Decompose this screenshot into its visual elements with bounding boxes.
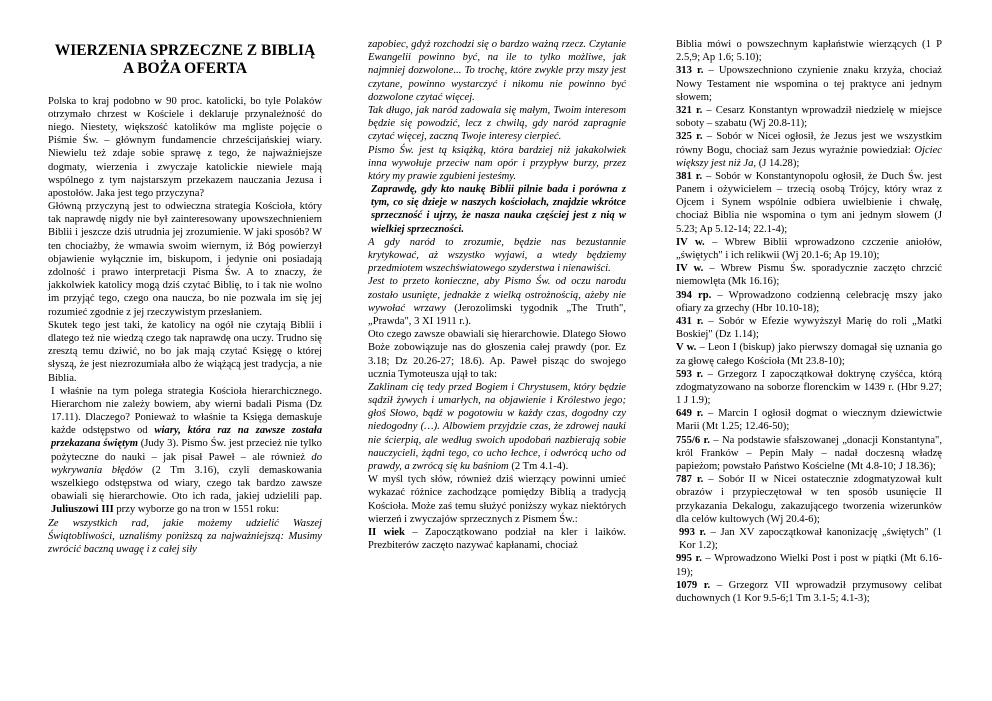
- quote-source: (2 Tm 4.1-4).: [511, 461, 569, 472]
- timeline-text: – Sobór II w Nicei ostatecznie zdogmatyzował kult obrazów i przypieczętował w ten sposób usunięcie II przykazania Dekalogu, zakazującego tworzenia wizerunków dla celów kultowych (Wj 20.4-6);: [676, 474, 942, 525]
- timeline-entry: [676, 64, 942, 104]
- quote-paragraph: Ze wszystkich rad, jakie możemy udzielić Waszej Świątobliwości, uznaliśmy poniższą za najważniejszą: Musimy zwrócić baczną uwagę i z całej siły: [48, 517, 322, 555]
- timeline-entry: [676, 236, 942, 262]
- timeline-date: 431 r.: [676, 315, 704, 327]
- quote-paragraph: [368, 381, 626, 473]
- column-right: [676, 38, 942, 605]
- quote-paragraph: [368, 275, 626, 328]
- timeline-text: – Sobór w Efezie wywyższył Marię do roli „Matki Boskiej" (Dz 1.14);: [676, 315, 942, 341]
- timeline-date: 381 r.: [676, 170, 703, 182]
- timeline-entry: [676, 315, 942, 341]
- timeline-entry: [676, 262, 942, 288]
- pope-name: Juliuszowi III: [51, 504, 114, 516]
- timeline-entry: [676, 526, 942, 552]
- timeline-date: 394 rp.: [676, 289, 712, 301]
- paragraph: Główną przyczyną jest to odwieczna strategia Kościoła, który tak naprawdę nigdy nie był zainteresowany upowszechnieniem Biblii i jeszcze dziś utrudnia jej zrozumienie. W jaki sposób? W ten chociażby, że wmawia swoim wiernym, iż Bóg powierzył objawienie wyłącznie im, biskupom, i jedynie oni posiadają zdolność i prawo interpretacji Pisma Św. A to znaczy, że jakkolwiek katolicy mogą dziś czytać Biblię, to i tak nie wolno im przyjąć tego, czego ona naucza, bo nie pozwala im się jej rozumieć zgodnie z jej rzeczywistym przesłaniem.: [48, 201, 322, 318]
- timeline-text: – Jan XV zapoczątkował kanonizację „świętych" (1 Kor 1.2);: [679, 526, 943, 552]
- timeline-entry: [676, 434, 942, 474]
- timeline-date: 321 r.: [676, 104, 703, 116]
- timeline-entry: [676, 341, 942, 367]
- timeline-text: – Leon I (biskup) jako pierwszy domagał się uznania go za głowę całego Kościoła (Mt 23.8-10);: [676, 342, 942, 367]
- emphasis-text: do wykrywania błędów: [51, 451, 322, 476]
- emphasis-text: Ojciec większy jest niż Ja,: [676, 144, 942, 169]
- text-run: (Judy 3). Pismo Św. jest przecież nie tylko pożyteczne do nauki – jak pisał Paweł – ale również: [51, 438, 322, 463]
- document-title: WIERZENIA SPRZECZNE Z BIBLIĄ A BOŻA OFERTA: [54, 42, 316, 78]
- timeline-date: 755/6 r.: [676, 434, 710, 446]
- timeline-date: 995 r.: [676, 553, 702, 565]
- timeline-text: – Cesarz Konstantyn wprowadził niedzielę w miejsce soboty – szabatu (Wj 20.8-11);: [676, 104, 942, 130]
- timeline-date: IV w.: [676, 236, 705, 248]
- timeline-date: 993 r.: [679, 526, 706, 538]
- timeline-date: 313 r.: [676, 65, 704, 77]
- timeline-date: II wiek: [368, 526, 405, 538]
- timeline-entry: [676, 368, 942, 408]
- timeline-entry: [676, 579, 942, 605]
- timeline-entry: [676, 552, 942, 578]
- quote-text: Jest to przeto konieczne, aby Pismo Św. od oczu narodu zostało usunięte, jednakże z wielką ostrożnością, ażeby nie wywołać wrzawy: [368, 276, 626, 314]
- text-run: I właśnie na tym polega strategia Kościoła hierarchicznego. Hierarchom nie zależy bowiem, aby wierni badali Pisma (Dz 17.11). Dlaczego? Ponieważ to właśnie ta Księga demaskuje każde odstępstwo od: [51, 385, 322, 437]
- timeline-entry: [676, 130, 942, 170]
- paragraph: [48, 385, 322, 517]
- timeline-entry: [676, 104, 942, 130]
- timeline-text: – Wprowadzono Wielki Post i post w piątki (Mt 6.16-19);: [676, 553, 942, 578]
- quote-paragraph: zapobiec, gdyż rozchodzi się o bardzo ważną rzecz. Czytanie Ewangelii powinno być, na ile to tylko możliwe, jak najmniej dozwolone... To trochę, które zwykle przy mszy jest czytane, powinno wystarczyć i nikomu nie powinno być dozwolone czytać więcej.: [368, 39, 626, 103]
- quote-source: (Jerozolimski tygodnik „The Truth", „Prawda", 3 XI 1911 r.).: [368, 302, 626, 327]
- timeline-text: – Grzegorz I zapoczątkował doktrynę czyśćca, którą zdogmatyzowano na soborze florenckim w 1439 r. (Hbr 9.27; 1 J 1.9);: [676, 368, 943, 407]
- timeline-text: – Na podstawie sfałszowanej „donacji Konstantyna", król Franków – Pepin Mały – nadał doczesną władzę papieżom; powstało Państwo Kościelne (Mt 4.8-10; J 18.36);: [676, 434, 942, 472]
- paragraph: Skutek tego jest taki, że katolicy na ogół nie czytają Biblii i dlatego też nie wiedzą czego tak naprawdę ona uczy. Trudno się zresztą temu dziwić, no bo jak mają czytać Księgę o której słyszą, że jest niezrozumiała albo że wiążącą jest tradycja, a nie Biblia.: [48, 319, 322, 384]
- timeline-date: 593 r.: [676, 368, 703, 380]
- emphasis-text: wiary, która raz na zawsze została przekazana świętym: [51, 425, 322, 450]
- timeline-entry: [676, 289, 942, 315]
- timeline-entry: Biblia mówi o powszechnym kapłaństwie wierzących (1 P 2.5,9; Ap 1.6; 5.10);: [676, 39, 942, 64]
- timeline-date: 325 r.: [676, 131, 703, 143]
- timeline-text: – Sobór w Nicei ogłosił, że Jezus jest we wszystkim równy Bogu, chociaż sam Jezus wyraźnie powiedział:: [676, 131, 942, 156]
- timeline-text: – Wprowadzono codzienną celebrację mszy jako ofiary za grzechy (Hbr 10.10-18);: [676, 289, 942, 314]
- timeline-date: 787 r.: [676, 474, 704, 486]
- quote-paragraph: A gdy naród to zrozumie, będzie nas bezustannie krytykować, aż wszystko wyjawi, a wtedy będziemy przedmiotem wszechświatowego szyderstwa i nienawiści.: [368, 236, 626, 275]
- text-run: (2 Tm 3.16), czyli demaskowania wszelkiego odstępstwa od wiary, czego tak bardzo zawsze obawiali się hierarchowie. Oto ich rada, jakiej udzielili pap.: [51, 464, 323, 503]
- paragraph: W myśl tych słów, również dziś wierzący powinni umieć wykazać różnice zachodzące pomiędzy Biblią a tradycją Kościoła. Może zaś temu służyć poniższy wykaz niektórych wierzeń i zwyczajów sprzecznych z Pismem Św.:: [368, 474, 626, 525]
- timeline-text: – Zapoczątkowano podział na kler i laików. Prezbiterów zaczęto nazywać kapłanami, chociaż: [368, 526, 626, 552]
- timeline-text: – Wbrew Biblii wprowadzono czczenie aniołów, „świętych" i ich relikwii (Wj 20.1-6; Ap 19.10);: [676, 236, 942, 261]
- timeline-text: (J 14.28);: [758, 157, 800, 169]
- timeline-entry: [676, 473, 942, 526]
- column-middle: [368, 38, 626, 552]
- timeline-entry: [676, 407, 942, 433]
- timeline-entry: [368, 526, 626, 552]
- quote-paragraph: Tak długo, jak naród zadowala się małym, Twoim interesom będzie się powodzić, lecz z chwilą, gdy naród zapragnie czytać więcej, zaczną Twoje interesy cierpieć.: [368, 104, 626, 143]
- quote-paragraph: Pismo Św. jest tą książką, która bardziej niż jakakolwiek inna wywołuje przeciw nam opór i przypływ burzy, przez który my prawie zgubieni jesteśmy.: [368, 144, 626, 182]
- timeline-date: V w.: [676, 342, 697, 354]
- timeline-text: – Marcin I ogłosił dogmat o wiecznym dziewictwie Marii (Mt 1.25; 12.46-50);: [676, 408, 942, 433]
- timeline-entry: [676, 170, 942, 236]
- quote-text: Zaklinam cię tedy przed Bogiem i Chrystusem, który będzie sądził żywych i umarłych, na objawienie i Królestwo jego; głoś Słowo, bądź w pogotowiu w każdy czas, dogodny czy niedogodny (…). Albowiem przyjdzie czas, że zdrowej nauki nie ścierpią, ale według swoich upodobań nazbierają sobie nauczycieli, żądni tego, co ucho łechce, i odwrócą ucho od prawdy, a zwrócą się ku baśniom: [368, 381, 626, 472]
- timeline-text: – Grzegorz VII wprowadził przymusowy celibat duchownych (1 Kor 9.5-6;1 Tm 3.1-5; 4.1-3);: [676, 579, 942, 604]
- timeline-text: – Wbrew Pismu Św. sporadycznie zaczęto chrzcić niemowlęta (Mk 16.16);: [676, 263, 942, 288]
- timeline-date: IV w.: [676, 263, 704, 275]
- timeline-date: 649 r.: [676, 408, 704, 420]
- text-run: przy wyborze go na tron w 1551 roku:: [116, 504, 280, 516]
- paragraph: Oto czego zawsze obawiali się hierarchowie. Dlatego Słowo Boże zobowiązuje nas do głoszenia całej prawdy (por. Ez 3.18; Dz 20.26-27; 18.6). Ap. Paweł pisząc do swojego ucznia Tymoteusza ujął to tak:: [368, 329, 626, 380]
- paragraph: Polska to kraj podobno w 90 proc. katolicki, bo tyle Polaków otrzymało chrzest w Kościele i deklaruje przynależność do niego. Niestety, większość katolików ma mgliste pojęcie o Piśmie Św. – głównym fundamencie chrześcijańskiej wiary. Niewielu też zdaje sobie sprawę z tego, że najważniejsze dogmaty, wierzenia i zwyczaje katolickie niewiele mają wspólnego z tym najstarszym przekazem nauczania Jezusa i apostołów. Jaka jest tego przyczyna?: [48, 95, 322, 199]
- timeline-text: – Sobór w Konstantynopolu ogłosił, że Duch Św. jest Panem i ożywicielem – trzecią osobą Trójcy, który wraz z Ojcem i Synem wspólnie odbiera uwielbienie i chwałę, chociaż Biblia nie wspomina o tym ani jednym słowem (J 5.23; Ap 5.12-14; 22.1-4);: [676, 170, 942, 235]
- column-left: [48, 38, 322, 556]
- timeline-text: – Upowszechniono czynienie znaku krzyża, chociaż Nowy Testament nie wspomina o tej praktyce ani jednym słowem;: [676, 65, 942, 103]
- timeline-date: 1079 r.: [676, 579, 711, 591]
- quote-paragraph-emphasis: Zaprawdę, gdy kto naukę Biblii pilnie bada i porówna z tym, co się dzieje w naszych kościołach, znajdzie wkrótce sprzeczność i ujrzy, że nasza nauka częściej jest z nią w wielkiej sprzeczności.: [371, 184, 626, 235]
